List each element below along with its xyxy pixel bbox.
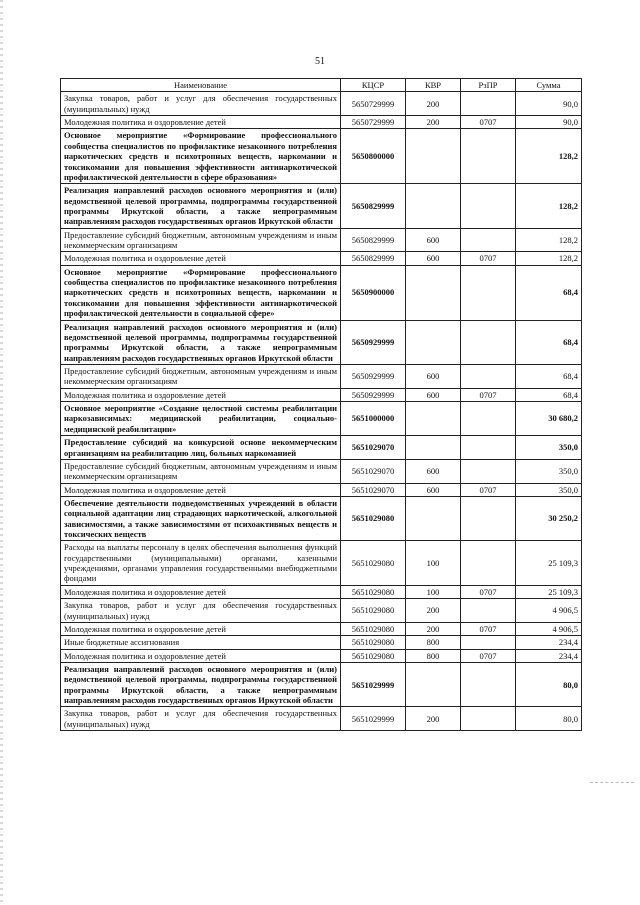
cell-kcsr: 5651029080 [341,649,406,662]
cell-rzpr: 0707 [461,622,516,635]
header-kvr: КВР [406,79,461,92]
cell-kvr [406,129,461,184]
cell-kvr: 200 [406,92,461,116]
cell-rzpr: 0707 [461,585,516,598]
cell-kvr: 200 [406,116,461,129]
cell-sum: 25 109,3 [516,585,582,598]
cell-sum: 128,2 [516,252,582,265]
cell-kcsr: 5651029080 [341,599,406,623]
table-header-row [61,79,582,92]
cell-sum: 90,0 [516,116,582,129]
cell-name: Закупка товаров, работ и услуг для обеспечения государственных (муниципальных) нужд [61,92,341,116]
cell-kvr: 800 [406,636,461,649]
table-row [61,541,582,585]
cell-rzpr [461,92,516,116]
cell-name: Молодежная политика и оздоровление детей [61,483,341,496]
cell-sum: 30 680,2 [516,402,582,436]
cell-kvr: 200 [406,707,461,731]
table-row [61,496,582,540]
cell-name: Молодежная политика и оздоровление детей [61,116,341,129]
cell-rzpr [461,636,516,649]
cell-rzpr [461,662,516,706]
cell-sum: 30 250,2 [516,496,582,540]
cell-kcsr: 5651029070 [341,436,406,460]
cell-rzpr [461,496,516,540]
cell-kcsr: 5651029999 [341,707,406,731]
cell-kcsr: 5650900000 [341,265,406,320]
cell-kvr: 600 [406,252,461,265]
cell-rzpr: 0707 [461,483,516,496]
table-row [61,649,582,662]
table-row [61,662,582,706]
table-row [61,636,582,649]
cell-kcsr: 5650929999 [341,388,406,401]
cell-rzpr [461,541,516,585]
cell-kvr [406,265,461,320]
cell-rzpr: 0707 [461,388,516,401]
cell-kvr [406,436,461,460]
table-row [61,622,582,635]
cell-name: Реализация направлений расходов основного мероприятия и (или) ведомственной целевой программы, подпрограммы государственной программы Иркутской области, а также непрограммным направлениям расходов государственных органов Иркутской области [61,184,341,228]
table-row [61,388,582,401]
cell-kcsr: 5651029070 [341,459,406,483]
table-row [61,436,582,460]
cell-sum: 68,4 [516,265,582,320]
cell-kvr [406,496,461,540]
cell-name: Предоставление субсидий бюджетным, автономным учреждениям и иным некоммерческим организациям [61,228,341,252]
cell-name: Предоставление субсидий бюджетным, автономным учреждениям и иным некоммерческим организациям [61,364,341,388]
cell-kvr: 600 [406,459,461,483]
cell-sum: 25 109,3 [516,541,582,585]
cell-kcsr: 5650729999 [341,116,406,129]
cell-sum: 80,0 [516,707,582,731]
cell-sum: 80,0 [516,662,582,706]
budget-table [60,78,582,731]
cell-sum: 234,4 [516,636,582,649]
cell-name: Иные бюджетные ассигнования [61,636,341,649]
header-rzpr: РзПР [461,79,516,92]
table-row [61,116,582,129]
table-row [61,184,582,228]
cell-kcsr: 5651029999 [341,662,406,706]
cell-rzpr [461,707,516,731]
cell-sum: 350,0 [516,436,582,460]
cell-kcsr: 5651000000 [341,402,406,436]
cell-sum: 4 906,5 [516,622,582,635]
cell-rzpr [461,436,516,460]
cell-sum: 128,2 [516,129,582,184]
cell-sum: 234,4 [516,649,582,662]
cell-kcsr: 5650929999 [341,364,406,388]
cell-kvr: 600 [406,388,461,401]
table-row [61,320,582,364]
cell-rzpr [461,265,516,320]
table-row [61,364,582,388]
table-row [61,92,582,116]
cell-rzpr [461,129,516,184]
cell-kcsr: 5651029070 [341,483,406,496]
table-row [61,129,582,184]
cell-sum: 68,4 [516,320,582,364]
header-sum: Сумма [516,79,582,92]
cell-name: Молодежная политика и оздоровление детей [61,252,341,265]
cell-kvr [406,320,461,364]
cell-kvr: 600 [406,228,461,252]
table-body [61,92,582,731]
cell-rzpr [461,184,516,228]
cell-kcsr: 5650829999 [341,184,406,228]
cell-sum: 128,2 [516,184,582,228]
cell-name: Реализация направлений расходов основного мероприятия и (или) ведомственной целевой программы, подпрограммы государственной программы Иркутской области, а также непрограммным направлениям расходов государственных органов Иркутской области [61,662,341,706]
cell-name: Основное мероприятие «Формирование профессионального сообщества специалистов по профилактике незаконного потребления наркотических средств и психотропных веществ, наркомании и токсикомании для повышения эффективности антинаркотической профилактической деятельности в социальной сфере» [61,265,341,320]
cell-rzpr [461,599,516,623]
cell-kcsr: 5650929999 [341,320,406,364]
header-name: Наименование [61,79,341,92]
cell-kcsr: 5651029080 [341,496,406,540]
table-row [61,228,582,252]
cell-name: Закупка товаров, работ и услуг для обеспечения государственных (муниципальных) нужд [61,599,341,623]
table-row [61,265,582,320]
table-row [61,483,582,496]
table-row [61,252,582,265]
header-kcsr: КЦСР [341,79,406,92]
cell-name: Предоставление субсидий бюджетным, автономным учреждениям и иным некоммерческим организациям [61,459,341,483]
cell-kcsr: 5650829999 [341,228,406,252]
table-row [61,402,582,436]
table-row [61,459,582,483]
cell-rzpr [461,320,516,364]
cell-rzpr [461,228,516,252]
table-row [61,707,582,731]
cell-kvr [406,662,461,706]
cell-rzpr: 0707 [461,116,516,129]
cell-name: Закупка товаров, работ и услуг для обеспечения государственных (муниципальных) нужд [61,707,341,731]
cell-kvr [406,184,461,228]
cell-name: Предоставление субсидий на конкурсной основе некоммерческим организациям на реабилитацию лиц, больных наркоманией [61,436,341,460]
cell-rzpr [461,459,516,483]
cell-sum: 4 906,5 [516,599,582,623]
cell-kcsr: 5650729999 [341,92,406,116]
cell-name: Молодежная политика и оздоровление детей [61,649,341,662]
table-row [61,599,582,623]
cell-kvr: 200 [406,599,461,623]
cell-kvr: 200 [406,622,461,635]
cell-kvr: 100 [406,541,461,585]
cell-kcsr: 5651029080 [341,636,406,649]
cell-kcsr: 5650800000 [341,129,406,184]
cell-name: Обеспечение деятельности подведомственных учреждений в области социальной адаптации лиц страдающих наркотической, алкогольной зависимостями, а также зависимостями от психоактивных веществ и токсических веществ [61,496,341,540]
cell-sum: 350,0 [516,459,582,483]
cell-kcsr: 5651029080 [341,541,406,585]
cell-name: Основное мероприятие «Создание целостной системы реабилитации наркозависимых: медицинской реабилитации, социально-медицинской реабилитации» [61,402,341,436]
cell-rzpr [461,364,516,388]
cell-sum: 90,0 [516,92,582,116]
cell-sum: 350,0 [516,483,582,496]
cell-name: Молодежная политика и оздоровление детей [61,388,341,401]
cell-name: Молодежная политика и оздоровление детей [61,585,341,598]
cell-kvr: 800 [406,649,461,662]
cell-name: Основное мероприятие «Формирование профессионального сообщества специалистов по профилактике незаконного потребления наркотических средств и психотропных веществ, наркомании и токсикомании для повышения эффективности антинаркотической профилактической деятельности в сфере образования» [61,129,341,184]
cell-kvr: 600 [406,364,461,388]
cell-kvr: 600 [406,483,461,496]
cell-sum: 68,4 [516,364,582,388]
cell-rzpr: 0707 [461,252,516,265]
cell-name: Молодежная политика и оздоровление детей [61,622,341,635]
cell-name: Реализация направлений расходов основного мероприятия и (или) ведомственной целевой программы, подпрограммы государственной программы Иркутской области, а также непрограммным направлениям расходов государственных органов Иркутской области [61,320,341,364]
page-number: 51 [315,56,325,67]
cell-kcsr: 5651029080 [341,585,406,598]
scan-stray-mark [590,782,634,785]
cell-kcsr: 5650829999 [341,252,406,265]
cell-name: Расходы на выплаты персоналу в целях обеспечения выполнения функций государственными (муниципальными) органами, казенными учреждениями, органами управления государственными внебюджетными фондами [61,541,341,585]
scan-edge-marks [0,0,3,905]
cell-sum: 68,4 [516,388,582,401]
cell-rzpr [461,402,516,436]
cell-kvr [406,402,461,436]
cell-rzpr: 0707 [461,649,516,662]
cell-kcsr: 5651029080 [341,622,406,635]
cell-kvr: 100 [406,585,461,598]
cell-sum: 128,2 [516,228,582,252]
table-row [61,585,582,598]
